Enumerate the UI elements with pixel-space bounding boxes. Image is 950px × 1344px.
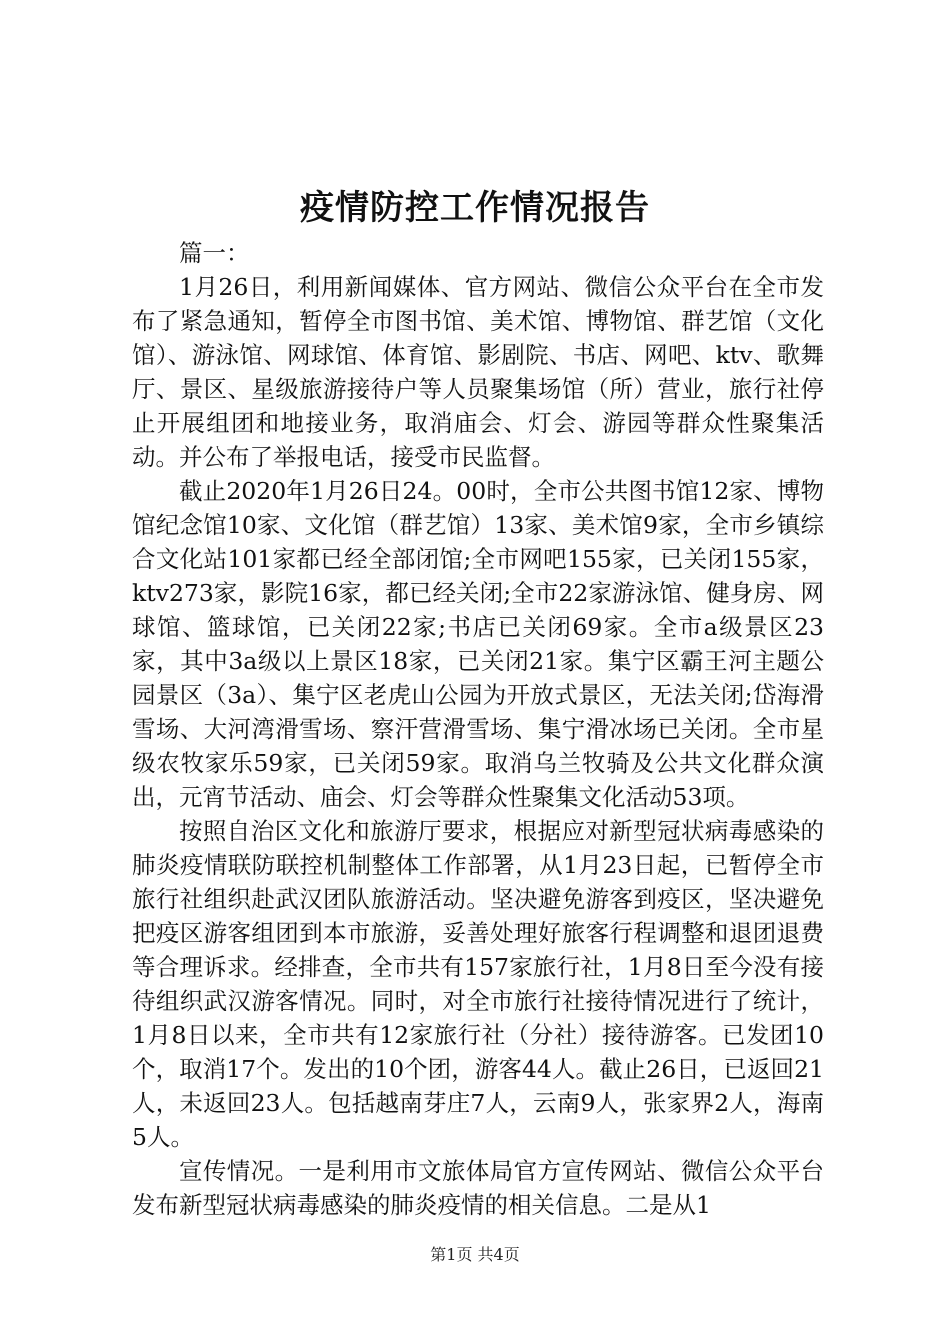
paragraph-notice: 1月26日，利用新闻媒体、官方网站、微信公众平台在全市发布了紧急通知，暂停全市图书馆、美术馆、博物馆、群艺馆（文化馆）、游泳馆、网球馆、体育馆、影剧院、书店、网吧、ktv、歌舞厅、景区、星级旅游接待户等人员聚集场馆（所）营业，旅行社停止开展组团和地接业务，取消庙会、灯会、游园等群众性聚集活动。并公布了举报电话，接受市民监督。	[132, 273, 824, 471]
page-footer: 第1页 共4页	[430, 1245, 520, 1264]
paragraph-heading: 篇一：	[179, 239, 250, 267]
paragraph-travel-agencies: 按照自治区文化和旅游厅要求，根据应对新型冠状病毒感染的肺炎疫情联防联控机制整体工作部署，从1月23日起，已暂停全市旅行社组织赴武汉团队旅游活动。坚决避免游客到疫区，坚决避免把疫区游客组团到本市旅游，妥善处理好旅客行程调整和退团退费等合理诉求。经排查，全市共有157家旅行社，1月8日至今没有接待组织武汉游客情况。同时，对全市旅行社接待情况进行了统计，1月8日以来，全市共有12家旅行社（分社）接待游客。已发团10个，取消17个。发出的10个团，游客44人。截止26日，已返回21人，未返回23人。包括越南芽庄7人，云南9人，张家界2人，海南5人。	[132, 817, 824, 1151]
paragraph-closures: 截止2020年1月26日24。00时，全市公共图书馆12家、博物馆纪念馆10家、文化馆（群艺馆）13家、美术馆9家，全市乡镇综合文化站101家都已经全部闭馆;全市网吧155家，已关闭155家，ktv273家，影院16家，都已经关闭;全市22家游泳馆、健身房、网球馆、篮球馆，已关闭22家;书店已关闭69家。全市a级景区23家，其中3a级以上景区18家，已关闭21家。集宁区霸王河主题公园景区（3a）、集宁区老虎山公园为开放式景区，无法关闭;岱海滑雪场、大河湾滑雪场、察汗营滑雪场、集宁滑冰场已关闭。全市星级农牧家乐59家，已关闭59家。取消乌兰牧骑及公共文化群众演出，元宵节活动、庙会、灯会等群众性聚集文化活动53项。	[132, 477, 824, 811]
document-title: 疫情防控工作情况报告	[300, 188, 650, 228]
paragraph-publicity: 宣传情况。一是利用市文旅体局官方宣传网站、微信公众平台发布新型冠状病毒感染的肺炎疫情的相关信息。二是从1	[132, 1157, 824, 1219]
document-body	[132, 236, 824, 1222]
